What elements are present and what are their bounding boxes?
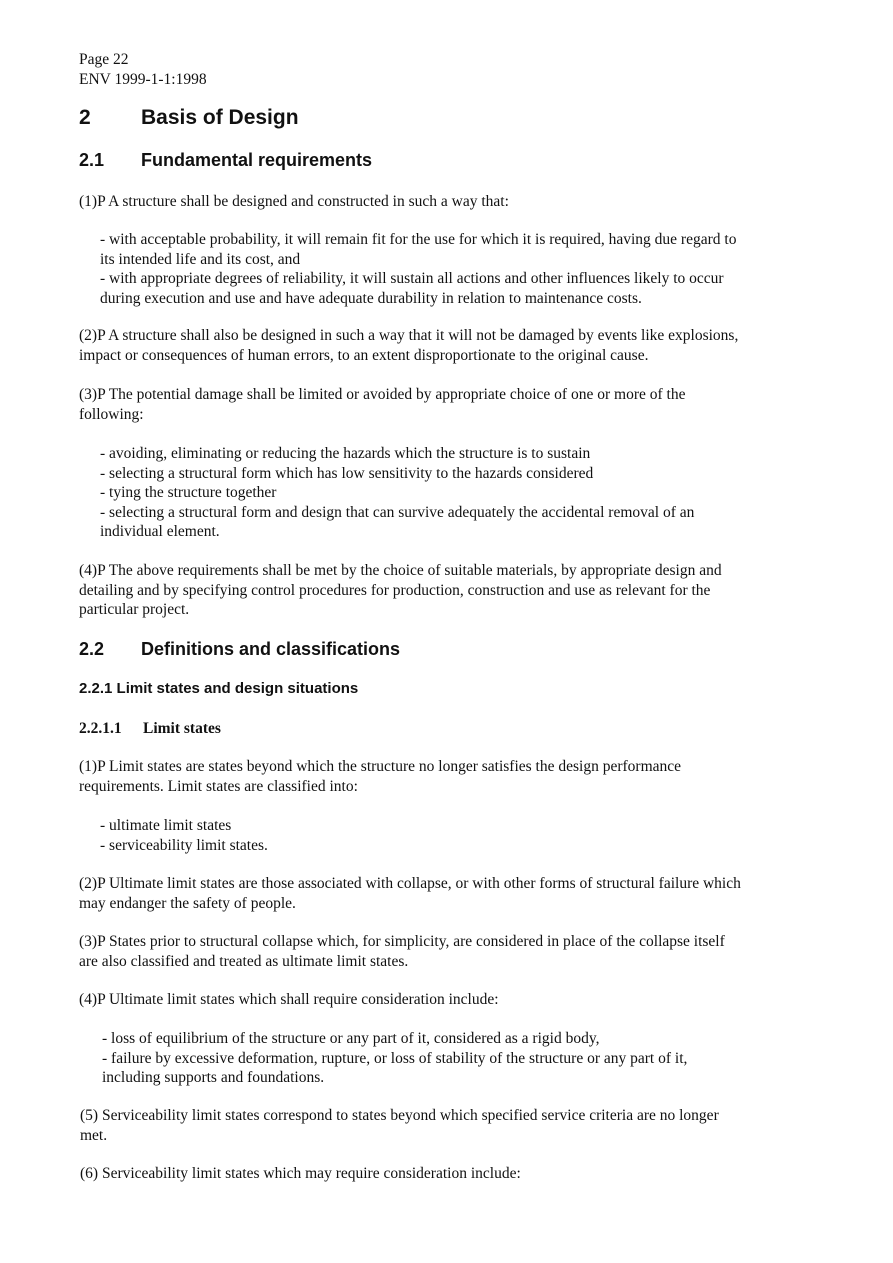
para-line: impact or consequences of human errors, to an extent disproportionate to the original cause. — [79, 346, 649, 364]
list-item: individual element. — [100, 523, 220, 540]
list-item: - loss of equilibrium of the structure or any part of it, considered as a rigid body, — [102, 1030, 600, 1047]
para-line: (4)P The above requirements shall be met by the choice of suitable materials, by appropriate design and — [79, 562, 722, 579]
section-2-number: 2 — [79, 106, 91, 129]
para-2-2-1 — [79, 757, 819, 796]
list-item: - selecting a structural form which has low sensitivity to the hazards considered — [100, 464, 594, 482]
para-2-2-6: (6) Serviceability limit states which may require consideration include: — [80, 1165, 521, 1182]
list-2-2-1 — [100, 816, 820, 855]
list-item: - with acceptable probability, it will remain fit for the use for which it is required, having due regard to — [100, 231, 737, 248]
list-item: its intended life and its cost, and — [100, 250, 301, 268]
para-line: (2)P A structure shall also be designed in such a way that it will not be damaged by events like explosions, — [79, 327, 739, 344]
list-item: during execution and use and have adequate durability in relation to maintenance costs. — [100, 289, 642, 307]
para-line: may endanger the safety of people. — [79, 894, 296, 912]
para-2-2-5 — [80, 1106, 820, 1145]
para-line: particular project. — [79, 601, 190, 618]
para-line: (3)P States prior to structural collapse which, for simplicity, are considered in place of the collapse itself — [79, 933, 725, 950]
list-item: including supports and foundations. — [102, 1069, 325, 1086]
section-2-2-number: 2.2 — [79, 639, 105, 659]
para-line: (1)P Limit states are states beyond which the structure no longer satisfies the design performance — [79, 758, 682, 775]
para-line: (3)P The potential damage shall be limited or avoided by appropriate choice of one or more of the — [79, 386, 686, 403]
section-2-2-1-1-title: Limit states — [143, 720, 221, 737]
para-2-1-3 — [79, 385, 819, 424]
para-line: following: — [79, 405, 144, 423]
list-2-1-3 — [100, 444, 820, 542]
para-2-2-4: (4)P Ultimate limit states which shall require consideration include: — [79, 991, 499, 1008]
section-2-title: Basis of Design — [141, 106, 299, 129]
para-2-2-2 — [79, 874, 819, 913]
para-line: met. — [80, 1126, 108, 1144]
standard-reference: ENV 1999-1-1:1998 — [79, 71, 207, 88]
para-2-1-4 — [79, 561, 819, 620]
page-number: Page 22 — [79, 51, 129, 68]
para-line: (5) Serviceability limit states correspond to states beyond which specified service criteria are no longer — [80, 1107, 719, 1124]
list-item: - failure by excessive deformation, rupture, or loss of stability of the structure or any part of it, — [102, 1049, 688, 1067]
section-2-1-number: 2.1 — [79, 150, 105, 170]
list-2-1-1 — [100, 230, 820, 308]
para-line: are also classified and treated as ultimate limit states. — [79, 952, 409, 970]
section-2-2-1-title: 2.2.1 Limit states and design situations — [79, 680, 359, 697]
para-line: requirements. Limit states are classified into: — [79, 777, 358, 795]
section-2-1-title: Fundamental requirements — [141, 150, 373, 170]
list-item: - avoiding, eliminating or reducing the hazards which the structure is to sustain — [100, 445, 591, 462]
para-2-1-2 — [79, 326, 819, 365]
para-2-2-3 — [79, 932, 819, 971]
list-item: - selecting a structural form and design that can survive adequately the accidental removal of an — [100, 503, 695, 521]
list-item: - tying the structure together — [100, 484, 277, 501]
para-line: detailing and by specifying control procedures for production, construction and use as relevant for the — [79, 581, 711, 599]
section-2-2-title: Definitions and classifications — [141, 639, 401, 659]
para-line: (2)P Ultimate limit states are those associated with collapse, or with other forms of structural failure which — [79, 875, 741, 892]
list-2-2-4 — [102, 1029, 822, 1088]
list-item: - with appropriate degrees of reliability, it will sustain all actions and other influences likely to occur — [100, 270, 724, 287]
list-item: - serviceability limit states. — [100, 836, 268, 854]
list-item: - ultimate limit states — [100, 817, 232, 834]
para-2-1-1: (1)P A structure shall be designed and constructed in such a way that: — [79, 193, 509, 210]
section-2-2-1-1-number: 2.2.1.1 — [79, 720, 122, 737]
